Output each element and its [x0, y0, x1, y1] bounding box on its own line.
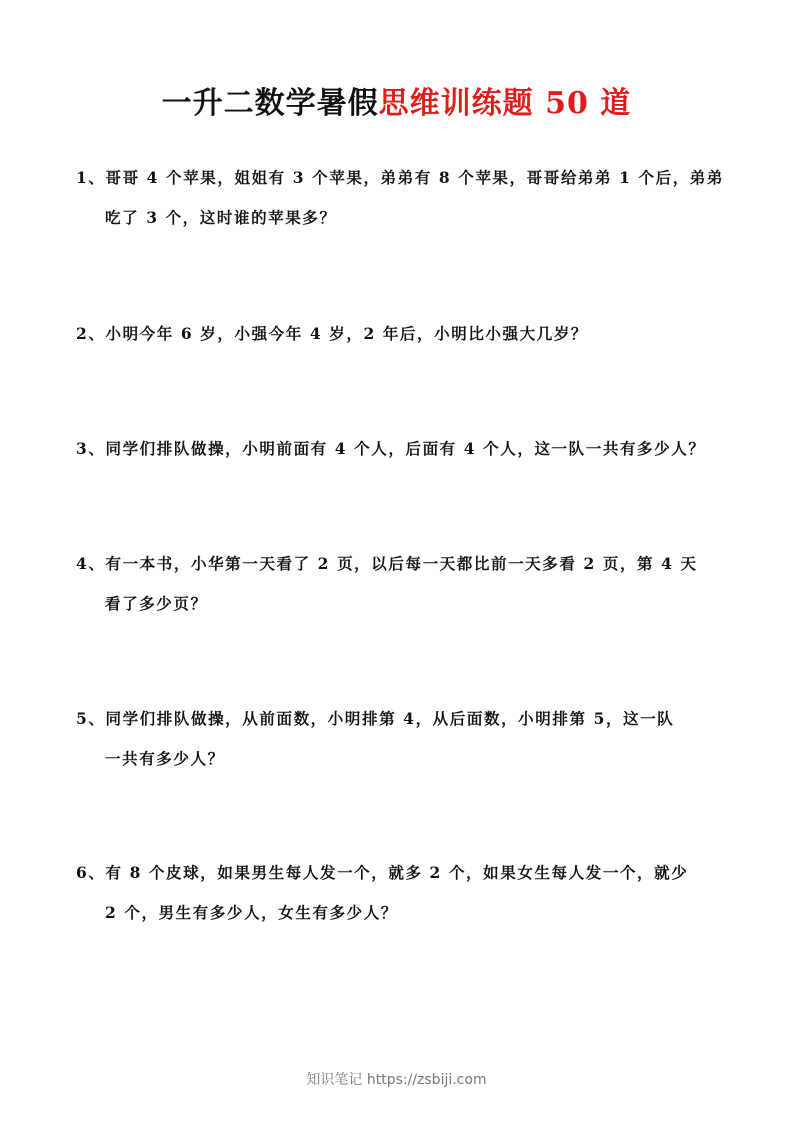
question-5-line-1: 5、同学们排队做操，从前面数，小明排第 4，从后面数，小明排第 5，这一队	[76, 709, 675, 728]
question-4	[76, 554, 726, 614]
page-title-black-part: 一升二数学暑假	[161, 86, 379, 121]
question-6-line-2: 2 个，男生有多少人，女生有多少人？	[105, 903, 398, 922]
question-3	[76, 439, 726, 459]
question-1-line-2: 吃了 3 个，这时谁的苹果多？	[105, 208, 337, 227]
page-title-red-part: 思维训练题 50 道	[378, 86, 632, 121]
question-1	[76, 168, 726, 228]
footer-watermark: 知识笔记 https://zsbiji.com	[306, 1072, 487, 1088]
question-5	[76, 709, 726, 769]
page-title	[0, 78, 793, 122]
question-6	[76, 863, 726, 923]
question-4-line-2: 看了多少页？	[105, 594, 208, 613]
question-2-line-1: 2、小明今年 6 岁，小强今年 4 岁，2 年后，小明比小强大几岁？	[76, 324, 589, 343]
question-2	[76, 324, 726, 344]
question-4-line-1: 4、有一本书，小华第一天看了 2 页，以后每一天都比前一天多看 2 页，第 4 天	[76, 554, 698, 573]
question-6-line-1: 6、有 8 个皮球，如果男生每人发一个，就多 2 个，如果女生每人发一个，就少	[76, 863, 689, 882]
question-5-line-2: 一共有多少人？	[105, 749, 225, 768]
question-1-line-1: 1、哥哥 4 个苹果，姐姐有 3 个苹果，弟弟有 8 个苹果，哥哥给弟弟 1 个后，弟弟	[76, 168, 724, 187]
question-3-line-1: 3、同学们排队做操，小明前面有 4 个人，后面有 4 个人，这一队一共有多少人？	[76, 439, 706, 458]
